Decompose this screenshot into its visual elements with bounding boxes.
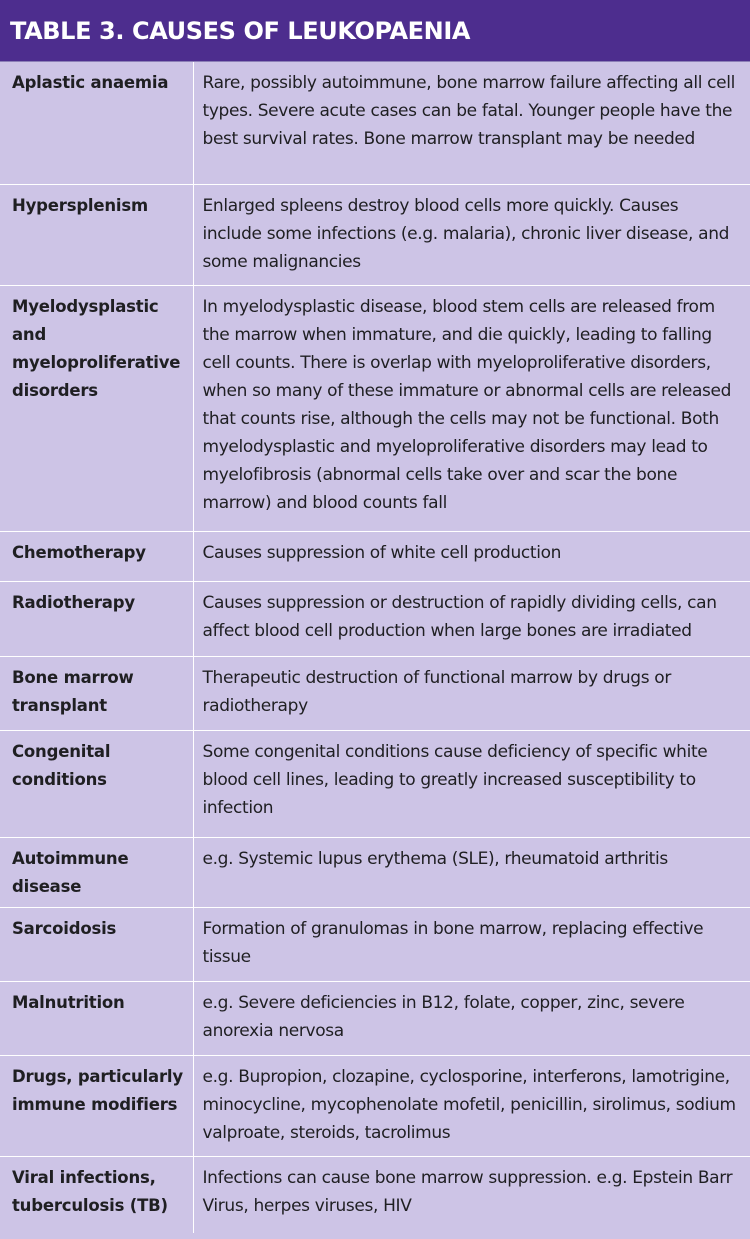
table-row	[0, 285, 750, 531]
description-cell: Causes suppression of white cell production	[202, 542, 562, 563]
description-cell: e.g. Systemic lupus erythema (SLE), rheumatoid arthritis	[202, 848, 668, 869]
table-row	[0, 581, 750, 656]
cause-cell: Congenital conditions	[0, 730, 193, 837]
table-header	[0, 0, 750, 62]
description-cell: Enlarged spleens destroy blood cells more quickly. Causes include some infections (e.g. malaria), chronic liver disease, and some malignancies	[202, 195, 730, 272]
causes-table	[0, 62, 750, 1233]
cause-cell: Hypersplenism	[0, 184, 193, 285]
description-cell: Causes suppression or destruction of rapidly dividing cells, can affect blood cell production when large bones are irradiated	[202, 592, 717, 641]
cause-cell: Chemotherapy	[0, 531, 193, 581]
table-row	[0, 656, 750, 730]
description-cell: Therapeutic destruction of functional marrow by drugs or radiotherapy	[202, 667, 671, 716]
description-cell: Infections can cause bone marrow suppression. e.g. Epstein Barr Virus, herpes viruses, HIV	[202, 1167, 733, 1216]
cause-cell: Viral infections, tuberculosis (TB)	[0, 1156, 193, 1233]
table-row	[0, 981, 750, 1055]
description-cell: Some congenital conditions cause deficiency of specific white blood cell lines, leading to greatly increased susceptibility to infection	[202, 741, 708, 818]
cause-cell: Myelodysplastic and myeloproliferative disorders	[0, 285, 193, 531]
cause-cell: Malnutrition	[0, 981, 193, 1055]
cause-cell: Autoimmune disease	[0, 837, 193, 907]
table-row	[0, 62, 750, 184]
table-row	[0, 730, 750, 837]
table-title: TABLE 3. CAUSES OF LEUKOPAENIA	[10, 16, 471, 45]
table-row	[0, 1055, 750, 1156]
description-cell: e.g. Severe deficiencies in B12, folate, copper, zinc, severe anorexia nervosa	[202, 992, 685, 1041]
description-cell: e.g. Bupropion, clozapine, cyclosporine, interferons, lamotrigine, minocycline, mycophenolate mofetil, penicillin, sirolimus, sodium valproate, steroids, tacrolimus	[202, 1066, 736, 1143]
description-cell: Formation of granulomas in bone marrow, replacing effective tissue	[202, 918, 704, 967]
description-cell: In myelodysplastic disease, blood stem cells are released from the marrow when immature, and die quickly, leading to falling cell counts. There is overlap with myeloproliferative disorders, when so many of these immature or abnormal cells are released that counts rise, although the cells may not be functional. Both myelodysplastic and myeloproliferative disorders may lead to myelofibrosis (abnormal cells take over and scar the bone marrow) and blood counts fall	[202, 296, 732, 513]
cause-cell: Sarcoidosis	[0, 907, 193, 981]
description-cell: Rare, possibly autoimmune, bone marrow failure affecting all cell types. Severe acute cases can be fatal. Younger people have the best survival rates. Bone marrow transplant may be needed	[202, 73, 736, 149]
table-row	[0, 907, 750, 981]
cause-cell: Drugs, particularly immune modifiers	[0, 1055, 193, 1156]
cause-cell: Bone marrow transplant	[0, 656, 193, 730]
table-row	[0, 184, 750, 285]
table-row	[0, 837, 750, 907]
cause-cell: Aplastic anaemia	[0, 62, 193, 184]
table-row	[0, 531, 750, 581]
table-row	[0, 1156, 750, 1233]
cause-cell: Radiotherapy	[0, 581, 193, 656]
